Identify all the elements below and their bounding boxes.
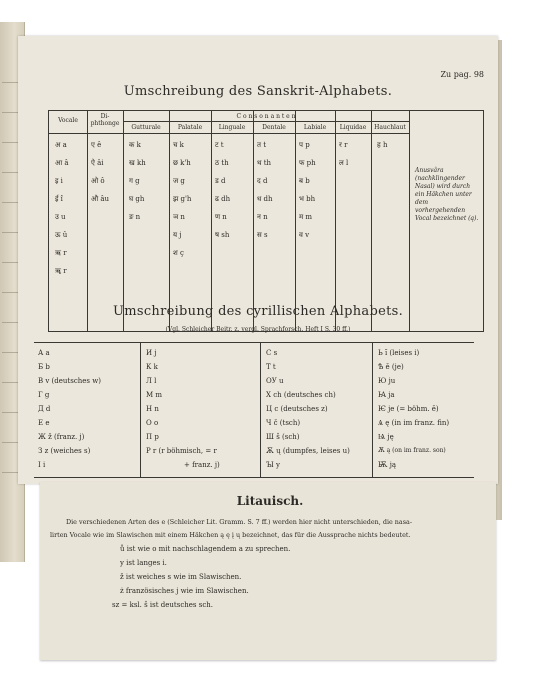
cyr-cell: Ж ž (franz. j) — [38, 433, 85, 441]
header-dentale: Dentale — [262, 124, 286, 131]
cyr-cell: Ш š (sch) — [266, 433, 300, 441]
cell-lingual: ढ dh — [215, 195, 231, 203]
header-liquidae: Liquidae — [339, 124, 367, 131]
cyr-cell: К k — [146, 363, 158, 371]
cyr-cell: А a — [38, 349, 50, 357]
cyr-cell: Г g — [38, 391, 50, 399]
cell-labial: फ ph — [299, 159, 316, 167]
litauisch-title: Litauisch. — [236, 494, 304, 508]
cell-liquid: र r — [339, 141, 348, 149]
litauisch-line: lirten Vocale wie im Slawischen mit einem Häkchen ą ę į ų bezeichnet, das für die Aussprache nichts bedeutet. — [50, 531, 411, 539]
cell-dental: न n — [257, 213, 268, 221]
cell-vocale: ऊ û — [55, 231, 68, 239]
cell-labial: ब b — [299, 177, 310, 185]
cell-vocale: इ i — [55, 177, 63, 185]
header-consonanten: C o n s o n a n t e n — [236, 113, 296, 120]
cyr-cell: Ѫ ą (on im franz. son) — [378, 447, 446, 454]
anusvara-note: Anusvâra (nachklingender Nasal) wird durch ein Häkchen unter dem vorhergehenden Vocal bezeichnet (ą). — [415, 167, 479, 222]
sanskrit-table — [48, 110, 484, 332]
cyr-cell: Ю ju — [378, 377, 396, 385]
cell-guttural: ग g — [129, 177, 140, 185]
cyr-cell: Р r (r böhmisch, = r — [146, 447, 217, 455]
cell-palatal: श ç — [173, 249, 184, 257]
cyr-cell: В v (deutsches w) — [38, 377, 101, 385]
cell-vocale: उ u — [55, 213, 66, 221]
cell-lingual: ण n — [215, 213, 227, 221]
page-reference: Zu pag. 98 — [440, 70, 484, 79]
cell-liquid: ल l — [339, 159, 349, 167]
header-palatale: Palatale — [177, 124, 203, 131]
cyr-cell: Ц c (deutsches z) — [266, 405, 328, 413]
cyr-cell: Ѩ ję — [378, 433, 394, 441]
cell-diphthong: ए ê — [91, 141, 102, 149]
cell-vocale: ऋ r — [55, 249, 67, 257]
litauisch-line: ż französisches j wie im Slawischen. — [120, 587, 249, 595]
header-vocale: Vocale — [58, 117, 78, 124]
cell-vocale: ॠ r — [55, 267, 67, 275]
cyrillic-subnote: (Vgl. Schleicher Beitr. z. vergl. Sprachforsch. Heft I S. 30 ff.) — [165, 326, 351, 333]
header-hauchlaut: Hauchlaut — [374, 124, 406, 131]
cyrillic-table — [34, 342, 474, 478]
cell-vocale: अ a — [55, 141, 67, 149]
litauisch-line: ů ist wie o mit nachschlagendem a zu sprechen. — [120, 545, 291, 553]
cell-palatal: झ g'h — [173, 195, 192, 203]
cell-diphthong: ओ ô — [91, 177, 105, 185]
cyr-cell: І i — [38, 461, 46, 469]
cyrillic-title: Umschreibung des cyrillischen Alphabets. — [112, 304, 404, 319]
cyr-cell: + franz. j) — [184, 461, 220, 469]
cell-labial: भ bh — [299, 195, 316, 203]
cyr-cell: Т t — [266, 363, 276, 371]
cell-lingual: ट t — [215, 141, 224, 149]
cell-guttural: ख kh — [129, 159, 146, 167]
cyr-cell: З z (weiches s) — [38, 447, 91, 455]
cell-diphthong: औ âu — [91, 195, 110, 203]
cyr-cell: Ь ĭ (leises i) — [378, 349, 420, 357]
header-labiale: Labiale — [303, 124, 327, 131]
cell-palatal: य j — [173, 231, 182, 239]
litauisch-line: y ist langes i. — [120, 559, 167, 567]
cell-diphthong: ऐ âi — [91, 159, 104, 167]
cell-palatal: ज g — [173, 177, 185, 185]
cell-labial: म m — [299, 213, 313, 221]
cyr-cell: Х ch (deutsches ch) — [266, 391, 336, 399]
cyr-cell: С s — [266, 349, 278, 357]
cyr-cell: Н n — [146, 405, 159, 413]
header-linguale: Linguale — [218, 124, 246, 131]
cell-guttural: घ gh — [129, 195, 145, 203]
cyr-cell: Ѫ ų (dumpfes, leises u) — [266, 447, 350, 455]
cell-dental: त t — [257, 141, 267, 149]
litauisch-line: ž ist weiches s wie im Slawischen. — [120, 573, 242, 581]
cell-palatal: च k — [173, 141, 184, 149]
cell-lingual: ष sh — [215, 231, 230, 239]
cyr-cell: Л l — [146, 377, 157, 385]
cyr-cell: Е e — [38, 419, 50, 427]
cyr-cell: Ѥ je (= böhm. ě) — [378, 405, 439, 413]
cell-palatal: छ k'h — [173, 159, 191, 167]
cyr-cell: Ꙑ y — [266, 461, 280, 469]
cell-dental: ध dh — [257, 195, 273, 203]
cell-vocale: आ â — [55, 159, 69, 167]
cell-palatal: ञ n — [173, 213, 185, 221]
cell-dental: थ th — [257, 159, 272, 167]
cell-lingual: ड d — [215, 177, 226, 185]
cell-labial: व v — [299, 231, 310, 239]
cell-dental: द d — [257, 177, 268, 185]
header-gutturale: Gutturale — [131, 124, 161, 131]
cyr-cell: О o — [146, 419, 159, 427]
cyr-cell: Б b — [38, 363, 50, 371]
cell-guttural: ङ n — [129, 213, 141, 221]
cell-guttural: क k — [129, 141, 141, 149]
cyr-cell: Д d — [38, 405, 51, 413]
cell-lingual: ठ th — [215, 159, 229, 167]
cell-dental: स s — [257, 231, 268, 239]
litauisch-line: sz = ksl. š ist deutsches sch. — [112, 601, 213, 609]
cyr-cell: Ѧ ę (in im franz. fin) — [378, 419, 450, 427]
cell-labial: प p — [299, 141, 310, 149]
cyr-cell: И j — [146, 349, 157, 357]
cyr-cell: Ѣ ě (je) — [378, 363, 404, 371]
cell-hauchlaut: ह h — [377, 141, 388, 149]
cyr-cell: П p — [146, 433, 159, 441]
sanskrit-title: Umschreibung des Sanskrit-Alphabets. — [123, 84, 393, 99]
litauisch-line: Die verschiedenen Arten des e (Schleicher Lit. Gramm. S. 7 ff.) werden hier nicht unterschieden, die nasa- — [66, 518, 412, 526]
cyr-cell: Ч č (tsch) — [266, 419, 301, 427]
cell-vocale: ई î — [55, 195, 63, 203]
cyr-cell: М m — [146, 391, 163, 399]
folded-sheet-lower — [40, 482, 496, 660]
header-diphthonge: Di- phthonge — [90, 113, 120, 127]
cyr-cell: Ꙗ ja — [378, 391, 395, 399]
cyr-cell: ОУ u — [266, 377, 284, 385]
cyr-cell: Ѭ ją — [378, 461, 397, 469]
